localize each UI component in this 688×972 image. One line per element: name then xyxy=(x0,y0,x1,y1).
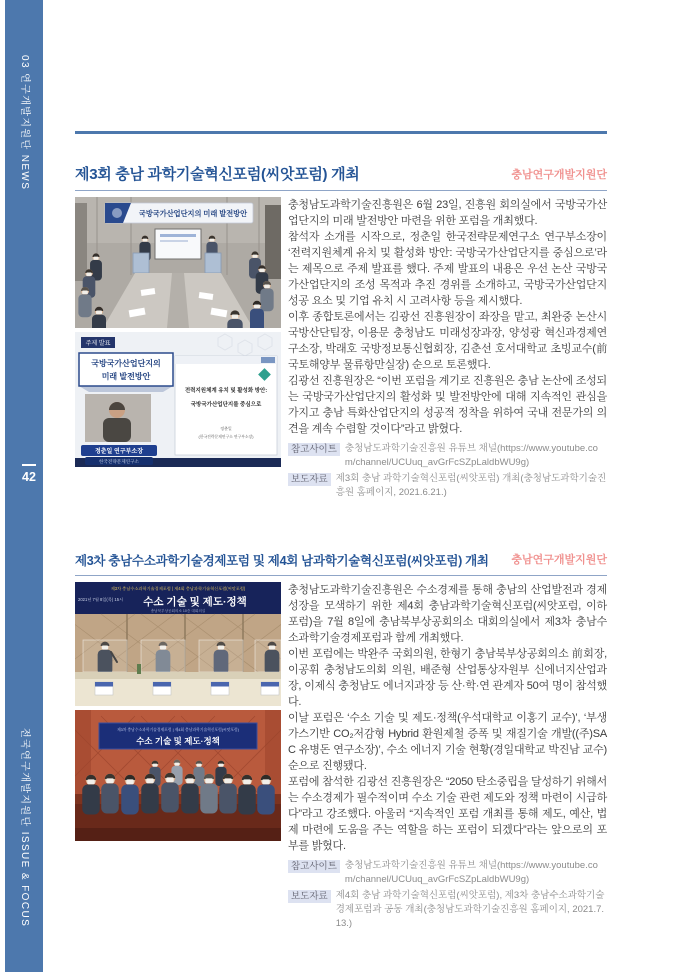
speaker-org-text: 한국전략문제연구소 xyxy=(99,459,139,464)
slide-badge-text: 주제 발표 xyxy=(85,341,111,347)
paragraph: 이번 포럼에는 박완주 국회의원, 한형기 충남북부상공회의소 前회장, 이공휘 충청남도의회 의원, 배준형 산업통상자원부 신에너지산업과장, 이제식 충청남도 에너지과장 등 산·학·연 관계자 50여 명이 참석했다. xyxy=(288,648,607,708)
page-number-rule xyxy=(22,464,36,466)
article-title-row xyxy=(75,163,607,191)
paragraph: 충청남도과학기술진흥원은 수소경제를 통해 충남의 산업발전과 경제성장을 모색하기 위한 제4회 충남과학기술혁신포럼(씨앗포럼, 이하 포럼)을 7월 8일에 충남북부상공회의소 대회의실에서 제3차 충남수소과학기술경제포럼과 함께 개최했다. xyxy=(288,584,607,644)
article-text-column xyxy=(288,582,607,933)
slide-presenter-text: 정춘일 xyxy=(220,426,232,431)
sidebar-issue-label: 전국연구개발지원단 ISSUE & FOCUS xyxy=(19,728,30,928)
article-title-row xyxy=(75,551,607,576)
article-title: 제3회 충남 과학기술혁신포럼(씨앗포럼) 개최 xyxy=(75,166,360,183)
banner-venue-text: 충남북부상공회의소 10층 대회의실 xyxy=(150,609,206,613)
paragraph: 이날 포럼은 ‘수소 기술 및 제도·정책(우석대학교 이홍기 교수)’, ‘부생가스기반 CO₂저감형 Hybrid 환원제철 증폭 및 재질기술 개발((주)SAC 유병돈 연구소장)’, 수소 에너지 기술 현황(경일대학교 박진남 교수) 순으로 진행됐다. xyxy=(288,712,607,772)
article-forum3 xyxy=(75,163,607,502)
slide-title-line1: 전력지원체계 유치 및 활성화 방안: xyxy=(184,388,268,394)
reference-text: 제4회 충남 과학기술혁신포럼(씨앗포럼), 제3차 충남수소과학기술경제포럼과 공동 개최(충청남도과학기술진흥원 홈페이지, 2021.7.13.) xyxy=(335,890,605,929)
paragraph: 김광선 진흥원장은 “이번 포럼을 계기로 진흥원은 충남 논산에 조성되는 국방국가산업단지의 활성화 및 발전방안에 대해 지속적인 관심을 가지고 충남 특화산업단지의 성공적 정착을 위하여 국내 전문가의 의견을 계속 수렴할 것이다”라고 밝혔다. xyxy=(288,375,607,435)
group-photo xyxy=(75,710,281,841)
reference-label: 보도자료 xyxy=(288,890,331,903)
article-body xyxy=(75,197,607,502)
slide-presenter-org-text: (한국전략문제연구소 연구부소장) xyxy=(198,435,254,439)
reference-row xyxy=(288,472,607,500)
reference-text: 충청남도과학기술진흥원 유튜브 채널(https://www.youtube.com/channel/UCUuq_avGrFcSZpLaldbWU9g) xyxy=(344,860,598,885)
paragraph: 충청남도과학기술진흥원은 6월 23일, 진흥원 회의실에서 국방국가산업단지의 미래 발전방안 마련을 위한 포럼을 개최했다. xyxy=(288,199,607,227)
sidebar-section-label: 03 연구개발지원단 NEWS xyxy=(19,55,30,191)
group-banner-title-text: 수소 기술 및 제도·정책 xyxy=(136,736,220,746)
article-body xyxy=(75,582,607,933)
reference-row xyxy=(288,859,607,887)
page-number: 42 xyxy=(22,470,36,484)
reference-row xyxy=(288,442,607,470)
slide-title-line2: 국방국가산업단지를 중심으로 xyxy=(190,402,262,408)
article-hydrogen-forum xyxy=(75,551,607,933)
slide-panel-title-2: 미래 발전방안 xyxy=(101,372,151,381)
reference-label: 보도자료 xyxy=(288,473,331,486)
org-badge: 충남연구개발지원단 xyxy=(511,554,607,566)
header-rule xyxy=(75,131,607,134)
reference-label: 참고사이트 xyxy=(288,860,340,873)
speaker-name-text: 정춘일 연구부소장 xyxy=(94,449,144,455)
article-title: 제3차 충남수소과학기술경제포럼 및 제4회 남과학기술혁신포럼(씨앗포럼) 개최 xyxy=(75,554,489,568)
paragraph: 참석자 소개를 시작으로, 정춘일 한국전략문제연구소 연구부소장이 ‘전력지원체계 유치 및 활성화 방안: 국방국가산업단지를 중심으로’라는 제목으로 주제 발표를 했다. 주제 발표의 내용은 우선 논산 국방국가산업단지의 조성 목적과 추진 경위를 소개하고, 국방국가산업단지 성공 요소 및 기업 유치 시 고려사항 등을 제시했다. xyxy=(288,231,607,307)
figure-column xyxy=(75,582,281,933)
panel-discussion-photo xyxy=(75,582,281,706)
reference-row xyxy=(288,889,607,931)
sidebar xyxy=(5,0,43,972)
reference-text: 제3회 충남 과학기술혁신포럼(씨앗포럼) 개최(충청남도과학기술진흥원 홈페이지, 2021.6.21.) xyxy=(335,473,607,498)
figure-column xyxy=(75,197,281,502)
banner-title-text: 수소 기술 및 제도·정책 xyxy=(143,596,247,608)
conference-room-photo xyxy=(75,197,281,328)
page-number-box xyxy=(10,464,48,484)
article-text-column xyxy=(288,197,607,502)
banner-top-text: 제3차 충남수소과학기술경제포럼 | 제4회 충남과학기술혁신포럼(씨앗포럼) xyxy=(110,586,246,591)
paragraph: 포럼에 참석한 김광선 진흥원장은 “2050 탄소중립을 달성하기 위해서는 수소경제가 필수적이며 수소 기술 관련 제도와 정책 마련이 시급하다”라고 강조했다. 아울러 “지속적인 포럼 개최를 통해 제도, 예산, 법제 마련에 도움을 주는 역할을 하는 포럼이 되겠다”라는 앞으로의 포부를 밝혔다. xyxy=(288,776,607,852)
reference-block xyxy=(288,442,607,500)
reference-label: 참고사이트 xyxy=(288,443,340,456)
group-banner-top-text: 제3차 충남수소과학기술경제포럼 | 제4회 충남과학기술혁신포럼(씨앗포럼) xyxy=(117,728,239,732)
paragraph: 이후 종합토론에서는 김광선 진흥원장이 좌장을 맡고, 최완중 논산시 국방산단팀장, 이용문 충청남도 미래성장과장, 양성광 혁신과경제연구소장, 박래호 국방정보통신협회장, 김춘선 호서대학교 초빙교수(前 국토해양부 물류항만실장) 순으로 토론했다. xyxy=(288,311,607,371)
presentation-slide-still xyxy=(75,332,281,467)
photo-banner-text: 국방국가산업단지의 미래 발전방안 xyxy=(138,209,248,218)
slide-panel-title-1: 국방국가산업단지의 xyxy=(91,359,161,368)
reference-block xyxy=(288,859,607,931)
banner-date-text: 2021년 7월 8일(목) 15시 xyxy=(78,597,124,602)
reference-text: 충청남도과학기술진흥원 유튜브 채널(https://www.youtube.com/channel/UCUuq_avGrFcSZpLaldbWU9g) xyxy=(344,443,598,468)
org-badge: 충남연구개발지원단 xyxy=(511,169,607,181)
